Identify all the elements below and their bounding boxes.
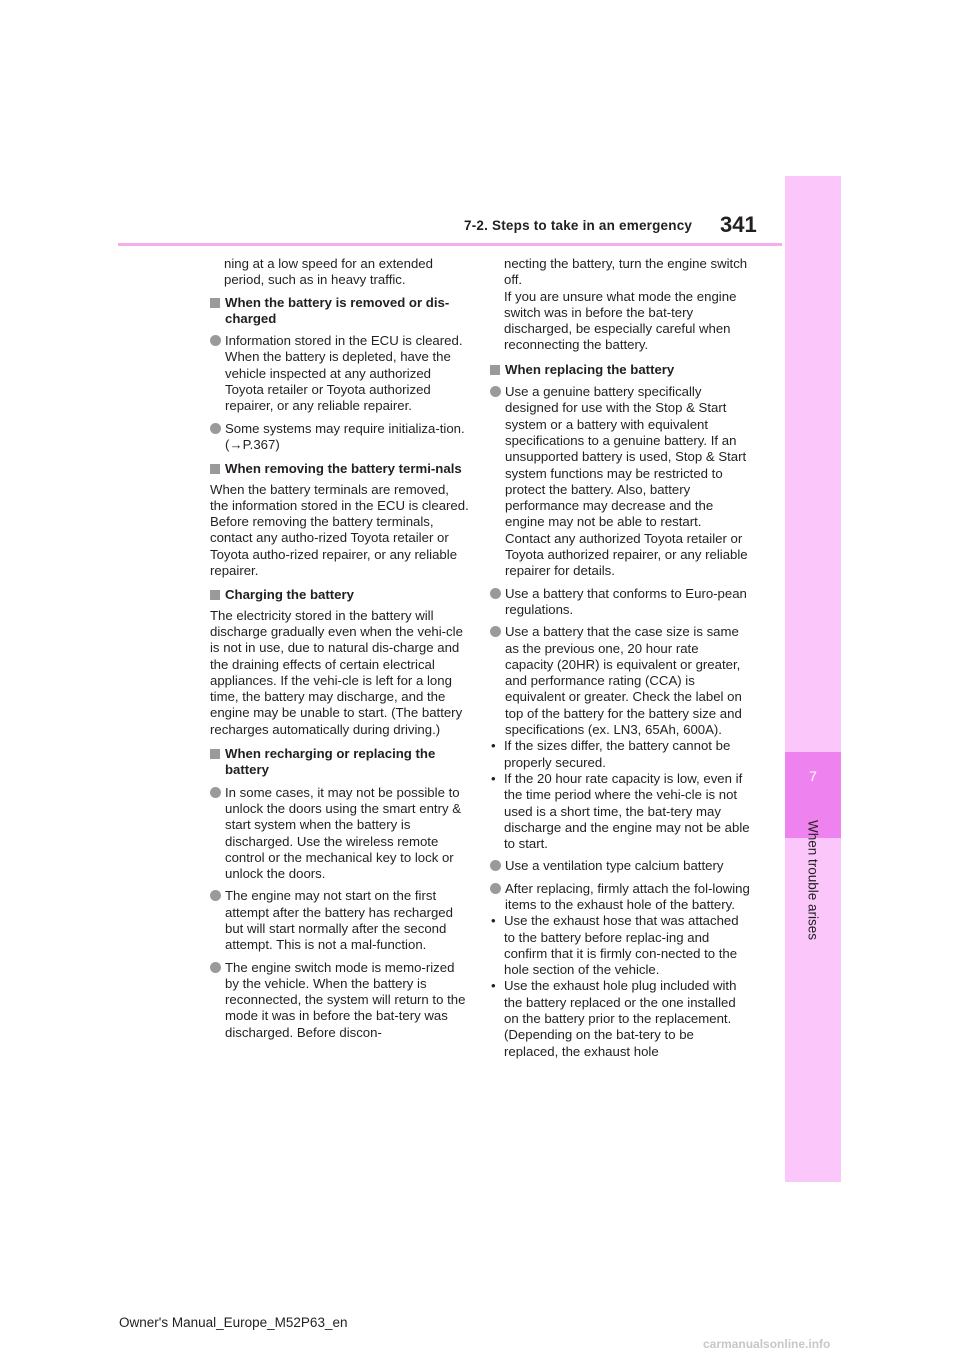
sub-list-item xyxy=(490,771,750,852)
list-item xyxy=(210,421,470,454)
heading-text: When removing the battery termi-nals xyxy=(225,461,462,477)
square-bullet-icon xyxy=(490,365,500,375)
list-item xyxy=(490,858,750,874)
heading-text: When the battery is removed or dis-charged xyxy=(225,294,450,326)
list-item xyxy=(210,888,470,953)
heading-text: When recharging or replacing the battery xyxy=(225,746,436,778)
left-column xyxy=(210,256,470,1041)
chapter-title-text: When trouble arises xyxy=(805,820,821,941)
list-item-text: The engine switch mode is memo-rized by the vehicle. When the battery is reconnected, the system will return to the mode it was in before the bat-tery was discharged. Before discon- xyxy=(225,959,466,1040)
footer-manual-name: Owner's Manual_Europe_M52P63_en xyxy=(119,1315,348,1330)
list-item-text: Use a ventilation type calcium battery xyxy=(505,858,724,874)
chapter-side-tab xyxy=(785,176,841,1182)
list-item xyxy=(210,960,470,1041)
section-title: 7-2. Steps to take in an emergency xyxy=(464,218,693,233)
heading-removing-terminals xyxy=(210,461,470,477)
paragraph: The electricity stored in the battery will discharge gradually even when the vehi-cle is not in use, due to natural dis-charge and the draining effects of certain electrical appliances. If the vehi-cle is left for a long time, the battery may discharge, and the engine may be unable to start. (The battery recharges automatically during driving.) xyxy=(210,607,463,737)
list-item-text: Use a battery that the case size is same as the previous one, 20 hour rate capacity (20HR) is equivalent or greater, and performance rating (CCA) is equivalent or greater. Check the label on top of the battery for the battery size and specifications (ex. LN3, 65Ah, 600A). xyxy=(505,624,742,738)
list-item-text: Some systems may require initializa-tion. (→P.367) xyxy=(225,420,465,452)
circle-bullet-icon xyxy=(490,386,501,397)
square-bullet-icon xyxy=(210,590,220,600)
list-item-text: Use a battery that conforms to Euro-pean regulations. xyxy=(505,585,747,617)
circle-bullet-icon xyxy=(490,626,501,637)
page-number: 341 xyxy=(720,212,757,237)
list-item-text: Use a genuine battery specifically designed for use with the Stop & Start system or a battery with equivalent specifications to a genuine battery. If an unsupported battery is used, Stop & Start system functions may be restricted to protect the battery. Also, battery performance may decrease and the engine may not be able to restart. Contact any authorized Toyota retailer or Toyota authorized repairer, or any reliable repairer for details. xyxy=(505,384,748,579)
circle-bullet-icon xyxy=(210,962,221,973)
circle-bullet-icon xyxy=(210,335,221,346)
sub-bullet-mark: • xyxy=(491,738,496,754)
list-item xyxy=(490,624,750,738)
square-bullet-icon xyxy=(210,298,220,308)
heading-replacing-battery xyxy=(490,362,750,378)
heading-text: When replacing the battery xyxy=(505,361,675,377)
list-item xyxy=(210,785,470,883)
chapter-title xyxy=(785,820,841,960)
watermark: carmanualsonline.info xyxy=(703,1337,831,1351)
paragraph: When the battery terminals are removed, the information stored in the ECU is cleared. Before removing the battery terminals, contact any autho-rized Toyota retailer or Toyota autho-rized repairer, or any reliable repairer. xyxy=(210,481,469,579)
circle-bullet-icon xyxy=(210,423,221,434)
sub-list-item xyxy=(490,738,750,771)
circle-bullet-icon xyxy=(490,860,501,871)
sub-bullet-mark: • xyxy=(491,913,496,929)
square-bullet-icon xyxy=(210,464,220,474)
circle-bullet-icon xyxy=(210,787,221,798)
heading-charging xyxy=(210,587,470,603)
list-item xyxy=(490,384,750,580)
sub-list-item-text: If the sizes differ, the battery cannot be properly secured. xyxy=(504,738,731,770)
list-item-text: Information stored in the ECU is cleared. When the battery is depleted, have the vehicle inspected at any authorized Toyota retailer or Toyota authorized repairer, or any reliable repairer. xyxy=(225,333,463,414)
continued-paragraph: If you are unsure what mode the engine switch was in before the bat-tery discharged, be especially careful when reconnecting the battery. xyxy=(504,288,737,353)
list-item-text: The engine may not start on the first attempt after the battery has recharged but will start normally after the second attempt. This is not a mal-function. xyxy=(225,888,453,953)
sub-list-item-text: Use the exhaust hose that was attached to the battery before replac-ing and confirm that it is firmly con-nected to the hole section of the vehicle. xyxy=(504,913,739,978)
chapter-number: 7 xyxy=(809,768,817,784)
sub-list-item-text: If the 20 hour rate capacity is low, even if the time period where the vehi-cle is not used is a short time, the bat-tery may discharge and the engine may not be able to start. xyxy=(504,770,750,852)
square-bullet-icon xyxy=(210,749,220,759)
sub-bullet-mark: • xyxy=(491,978,496,994)
list-item xyxy=(210,333,470,414)
sub-bullet-mark: • xyxy=(491,770,496,786)
list-item xyxy=(490,881,750,914)
list-item-text: After replacing, firmly attach the fol-lowing items to the exhaust hole of the battery. xyxy=(505,880,750,912)
circle-bullet-icon xyxy=(490,588,501,599)
right-column xyxy=(490,256,750,1060)
heading-text: Charging the battery xyxy=(225,587,354,603)
list-item xyxy=(490,586,750,619)
list-item-text: In some cases, it may not be possible to unlock the doors using the smart entry & start system when the battery is discharged. Use the wireless remote control or the mechanical key to lock or unlock the doors. xyxy=(225,784,462,882)
sub-list-item-text: Use the exhaust hole plug included with the battery replaced or the one installed on the battery prior to the replacement. (Depending on the bat-tery to be replaced, the exhaust hole xyxy=(504,978,737,1059)
intro-paragraph: ning at a low speed for an extended period, such as in heavy traffic. xyxy=(224,256,433,288)
sub-list-item xyxy=(490,978,750,1059)
circle-bullet-icon xyxy=(210,890,221,901)
heading-battery-removed xyxy=(210,295,470,328)
heading-recharging-replacing xyxy=(210,746,470,779)
continued-paragraph: necting the battery, turn the engine switch off. xyxy=(504,256,748,288)
sub-list-item xyxy=(490,913,750,978)
circle-bullet-icon xyxy=(490,883,501,894)
header-divider xyxy=(118,243,782,246)
